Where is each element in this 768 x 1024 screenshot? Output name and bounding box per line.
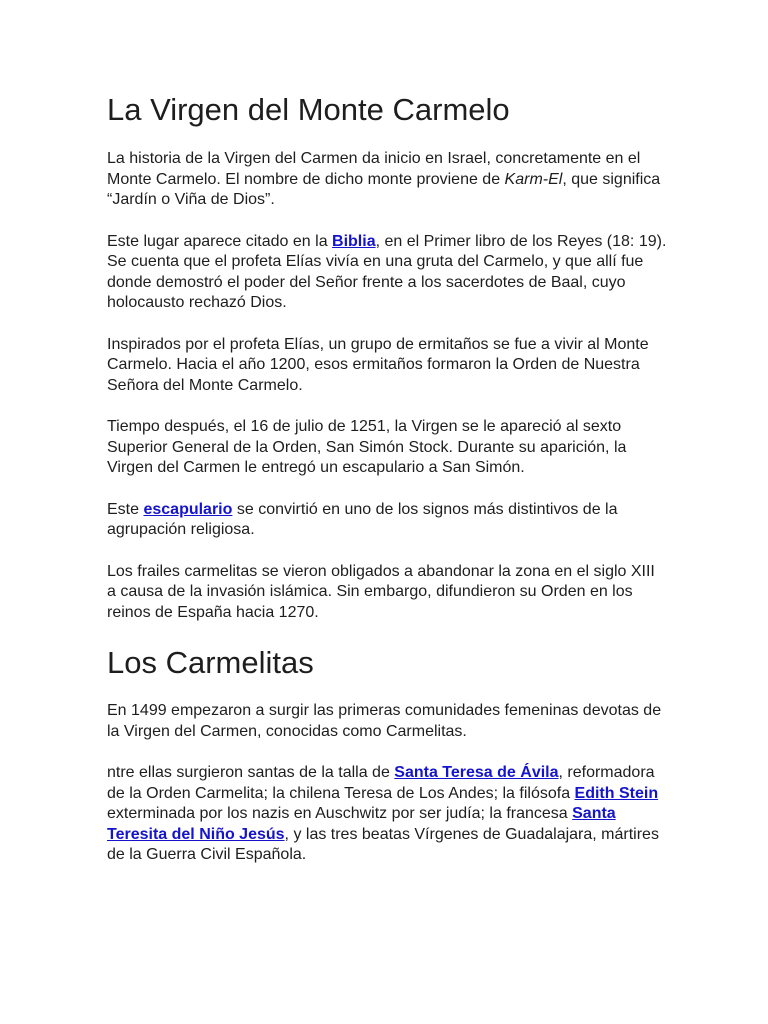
escapulario-link[interactable]: escapulario: [143, 500, 233, 518]
edith-stein-link[interactable]: Edith Stein: [574, 784, 659, 802]
paragraph-text: se convirtió en uno de los signos más distintivos de la agrupación religiosa.: [107, 500, 618, 538]
santa-teresa-avila-link[interactable]: Santa Teresa de Ávila: [394, 764, 559, 781]
paragraph-text: ntre ellas surgieron santas de la talla de: [107, 764, 395, 781]
paragraph-escapulario: [107, 500, 668, 541]
santa-teresita-link[interactable]: Santa Teresita del Niño Jesús: [107, 805, 616, 843]
paragraph-text: , y las tres beatas Vírgenes de Guadalajara, mártires de la Guerra Civil Española.: [107, 825, 659, 863]
page-title: La Virgen del Monte Carmelo: [107, 92, 510, 127]
paragraph-text: exterminada por los nazis en Auschwitz por ser judía; la francesa: [107, 805, 573, 822]
paragraph-text: Este: [107, 500, 144, 518]
paragraph-text: , que significa “Jardín o Viña de Dios”.: [107, 170, 661, 208]
paragraph-ermitanos: Inspirados por el profeta Elías, un grupo de ermitaños se fue a vivir al Monte Carmelo. Hacia el año 1200, esos ermitaños formaron la Orden de Nuestra Señora del Monte Carmelo.: [107, 335, 649, 394]
italic-term: Karm-El: [504, 170, 563, 188]
paragraph-aparicion: Tiempo después, el 16 de julio de 1251, la Virgen se le apareció al sexto Superior General de la Orden, San Simón Stock. Durante su aparición, la Virgen del Carmen le entregó un escapulario a San Simón.: [107, 418, 627, 476]
paragraph-comunidades: En 1499 empezaron a surgir las primeras comunidades femeninas devotas de la Virgen del Carmen, conocidas como Carmelitas.: [107, 702, 662, 740]
paragraph-frailes: Los frailes carmelitas se vieron obligados a abandonar la zona en el siglo XIII a causa de la invasión islámica. Sin embargo, difundieron su Orden en los reinos de España hacia 1270.: [107, 562, 655, 621]
paragraph-text: La historia de la Virgen del Carmen da inicio en Israel, concretamente en el Monte Carmelo. El nombre de dicho monte proviene de: [107, 150, 641, 188]
paragraph-text: Este lugar aparece citado en la: [107, 232, 333, 250]
paragraph-intro: [107, 149, 668, 211]
paragraph-santas: [107, 763, 668, 866]
biblia-link[interactable]: Biblia: [332, 232, 376, 250]
paragraph-text: , reformadora de la Orden Carmelita; la chilena Teresa de Los Andes; la filósofa: [107, 764, 655, 802]
section-heading: Los Carmelitas: [107, 645, 314, 680]
paragraph-biblia: [107, 232, 668, 314]
paragraph-text: , en el Primer libro de los Reyes (18: 19). Se cuenta que el profeta Elías vivía en una gruta del Carmelo, y que allí fue donde demostró el poder del Señor frente a los sacerdotes de Baal, cuyo holocausto rechazó Dios.: [107, 232, 667, 311]
